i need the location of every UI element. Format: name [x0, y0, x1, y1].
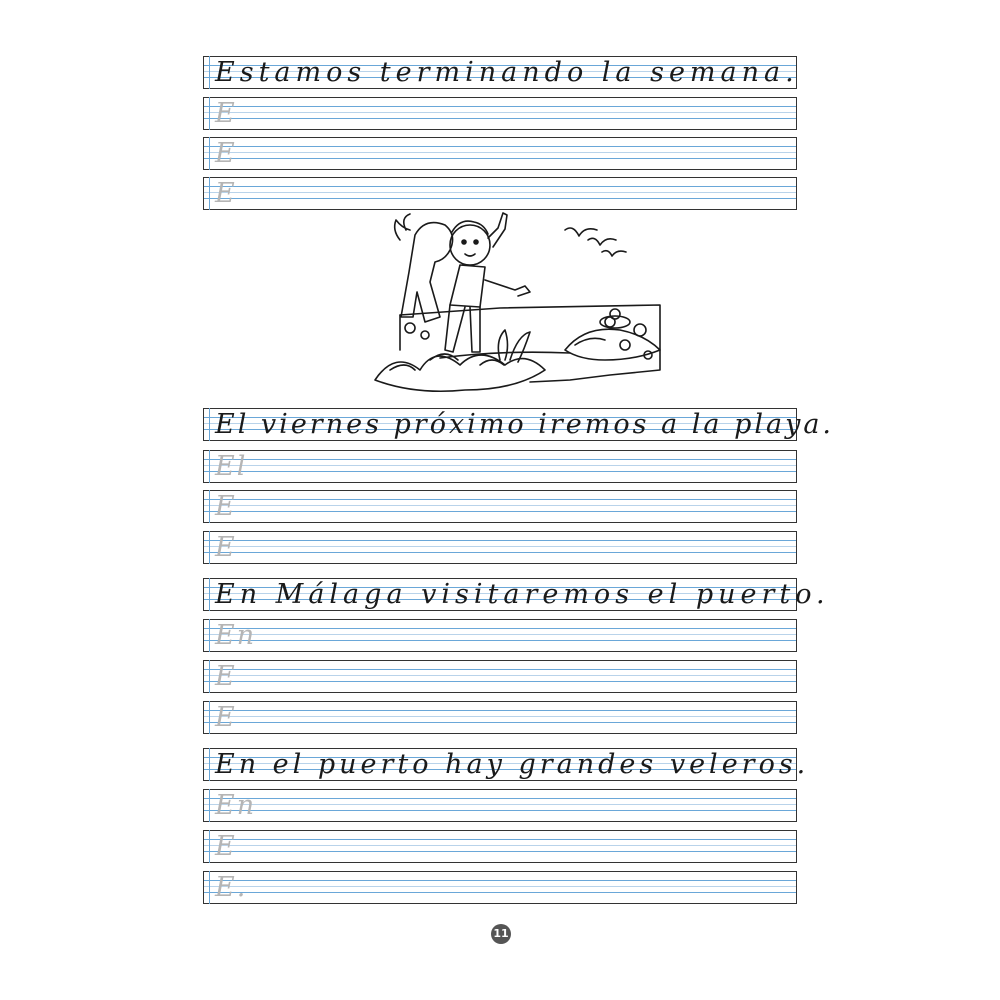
model-line	[203, 578, 830, 611]
model-sentence: Estamos terminando la semana.	[215, 57, 799, 88]
practice-line[interactable]	[203, 830, 797, 863]
guide-letter: E	[215, 831, 237, 862]
guide-letter: E.	[215, 872, 248, 903]
practice-line[interactable]	[203, 450, 797, 483]
practice-line[interactable]	[203, 619, 797, 652]
seagull-icon	[565, 228, 597, 236]
practice-line[interactable]	[203, 789, 797, 822]
model-line	[203, 748, 810, 781]
practice-line[interactable]	[203, 177, 797, 210]
model-sentence: En Málaga visitaremos el puerto.	[215, 579, 830, 610]
guide-letter: En	[215, 790, 257, 821]
practice-line[interactable]	[203, 137, 797, 170]
guide-letter: E	[215, 661, 237, 692]
practice-line[interactable]	[203, 531, 797, 564]
seagull-icon	[588, 238, 616, 245]
practice-line[interactable]	[203, 490, 797, 523]
model-sentence: En el puerto hay grandes veleros.	[215, 749, 810, 780]
guide-letter: El	[215, 451, 248, 482]
seagull-icon	[602, 251, 626, 256]
practice-line[interactable]	[203, 660, 797, 693]
practice-line[interactable]	[203, 871, 797, 904]
practice-line[interactable]	[203, 701, 797, 734]
guide-letter: E	[215, 491, 237, 522]
guide-letter: En	[215, 620, 257, 651]
guide-letter: E	[215, 702, 237, 733]
girl-figure	[401, 223, 453, 322]
model-line	[203, 56, 797, 89]
children-at-beach-illustration	[370, 210, 670, 405]
guide-letter: E	[215, 138, 237, 169]
guide-letter: E	[215, 98, 237, 129]
page-number: 11	[491, 924, 511, 944]
model-line	[203, 408, 835, 441]
boy-head	[450, 225, 490, 265]
guide-letter: E	[215, 178, 237, 209]
guide-letter: E	[215, 532, 237, 563]
model-sentence: El viernes próximo iremos a la playa.	[215, 409, 835, 440]
practice-line[interactable]	[203, 97, 797, 130]
